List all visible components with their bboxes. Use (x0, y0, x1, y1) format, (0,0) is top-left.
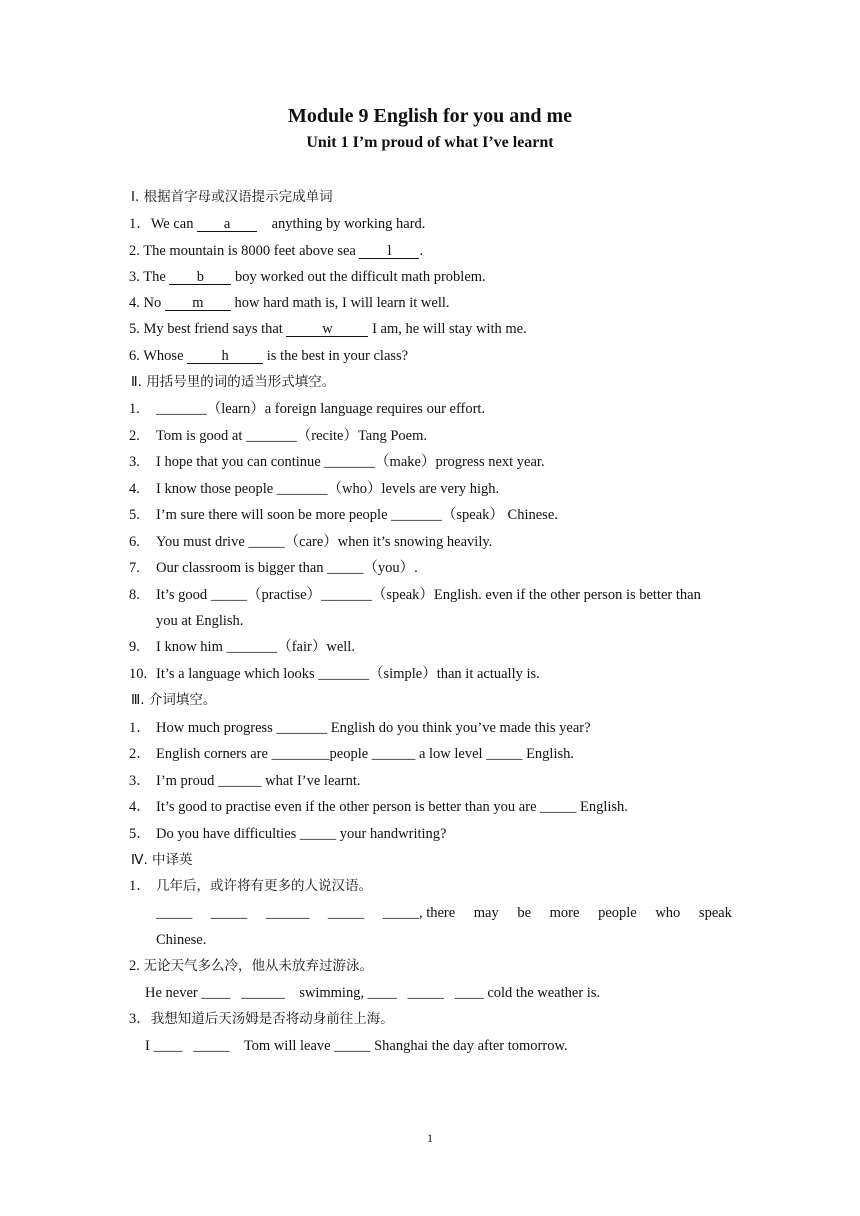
s1-item-3: 3. The b boy worked out the difficult math problem. (129, 269, 486, 285)
s4-item-2-answer: He never ____ ______ swimming, ____ _____ ____ cold the weather is. (145, 985, 601, 1001)
s4-item-1-continued: Chinese. (156, 932, 207, 948)
s2-item-1: 1. _______（learn）a foreign language requires our effort. (129, 401, 486, 417)
s1-item-6: 6. Whose h is the best in your class? (129, 348, 409, 364)
s4-item-3-answer: I ____ _____ Tom will leave _____ Shanghai the day after tomorrow. (145, 1038, 568, 1054)
s2-item-2: 2. Tom is good at _______（recite）Tang Poem. (129, 428, 428, 444)
s3-item-5: 5． Do you have difficulties _____ your handwriting? (129, 826, 447, 842)
unit-title: Unit 1 I’m proud of what I’ve learnt (306, 134, 554, 151)
s1-item-4: 4. No m how hard math is, I will learn it well. (129, 295, 450, 311)
s1-item-5: 5. My best friend says that w I am, he will stay with me. (129, 321, 527, 337)
page-number: 1 (427, 1131, 433, 1145)
section-1-heading: Ⅰ. 根据首字母或汉语提示完成单词 (131, 189, 333, 205)
s1-item-1: 1．We can a anything by working hard. (129, 216, 426, 232)
s2-item-9: 9. I know him _______（fair）well. (129, 639, 355, 655)
s2-item-8-continued: you at English. (156, 613, 244, 629)
s4-item-1-chinese: 1． 几年后，或许将有更多的人说汉语。 (129, 878, 372, 894)
s2-item-7: 7. Our classroom is bigger than _____（you）. (129, 560, 418, 576)
s2-item-8: 8. It’s good _____（practise）_______（speak）English. even if the other person is better than (129, 587, 701, 603)
blank: m (165, 296, 231, 311)
s3-item-1: 1． How much progress _______ English do you think you’ve made this year? (129, 720, 591, 736)
s2-item-6: 6. You must drive _____（care）when it’s snowing heavily. (129, 534, 493, 550)
s2-item-5: 5. I’m sure there will soon be more people _______（speak） Chinese. (129, 507, 558, 523)
s2-item-3: 3. I hope that you can continue _______（make）progress next year. (129, 454, 545, 470)
s3-item-2: 2． English corners are ________people ______ a low level _____ English. (129, 746, 575, 762)
blank: l (359, 244, 419, 259)
s4-item-3-chinese: 3．我想知道后天汤姆是否将动身前往上海。 (129, 1011, 394, 1027)
s3-item-3: 3． I’m proud ______ what I’ve learnt. (129, 773, 361, 789)
blank: a (197, 217, 257, 232)
section-3-heading: Ⅲ. 介词填空。 (131, 692, 217, 708)
s4-item-1-answer: _____ _____ ______ _____ _____, there may be more people who speak (156, 905, 732, 921)
s1-item-2: 2. The mountain is 8000 feet above sea l . (129, 243, 424, 259)
section-2-heading: Ⅱ. 用括号里的词的适当形式填空。 (131, 374, 336, 390)
section-4-heading: Ⅳ. 中译英 (131, 852, 193, 868)
blank: w (286, 322, 368, 337)
module-title: Module 9 English for you and me (287, 105, 573, 127)
s2-item-10: 10. It’s a language which looks _______（simple）than it actually is. (129, 666, 540, 682)
blank: h (187, 349, 263, 364)
s3-item-4: 4． It’s good to practise even if the other person is better than you are _____ English. (129, 799, 628, 815)
blank: b (169, 270, 231, 285)
s2-item-4: 4. I know those people _______（who）levels are very high. (129, 481, 500, 497)
s4-item-2-chinese: 2. 无论天气多么冷，他从未放弃过游泳。 (129, 958, 373, 974)
